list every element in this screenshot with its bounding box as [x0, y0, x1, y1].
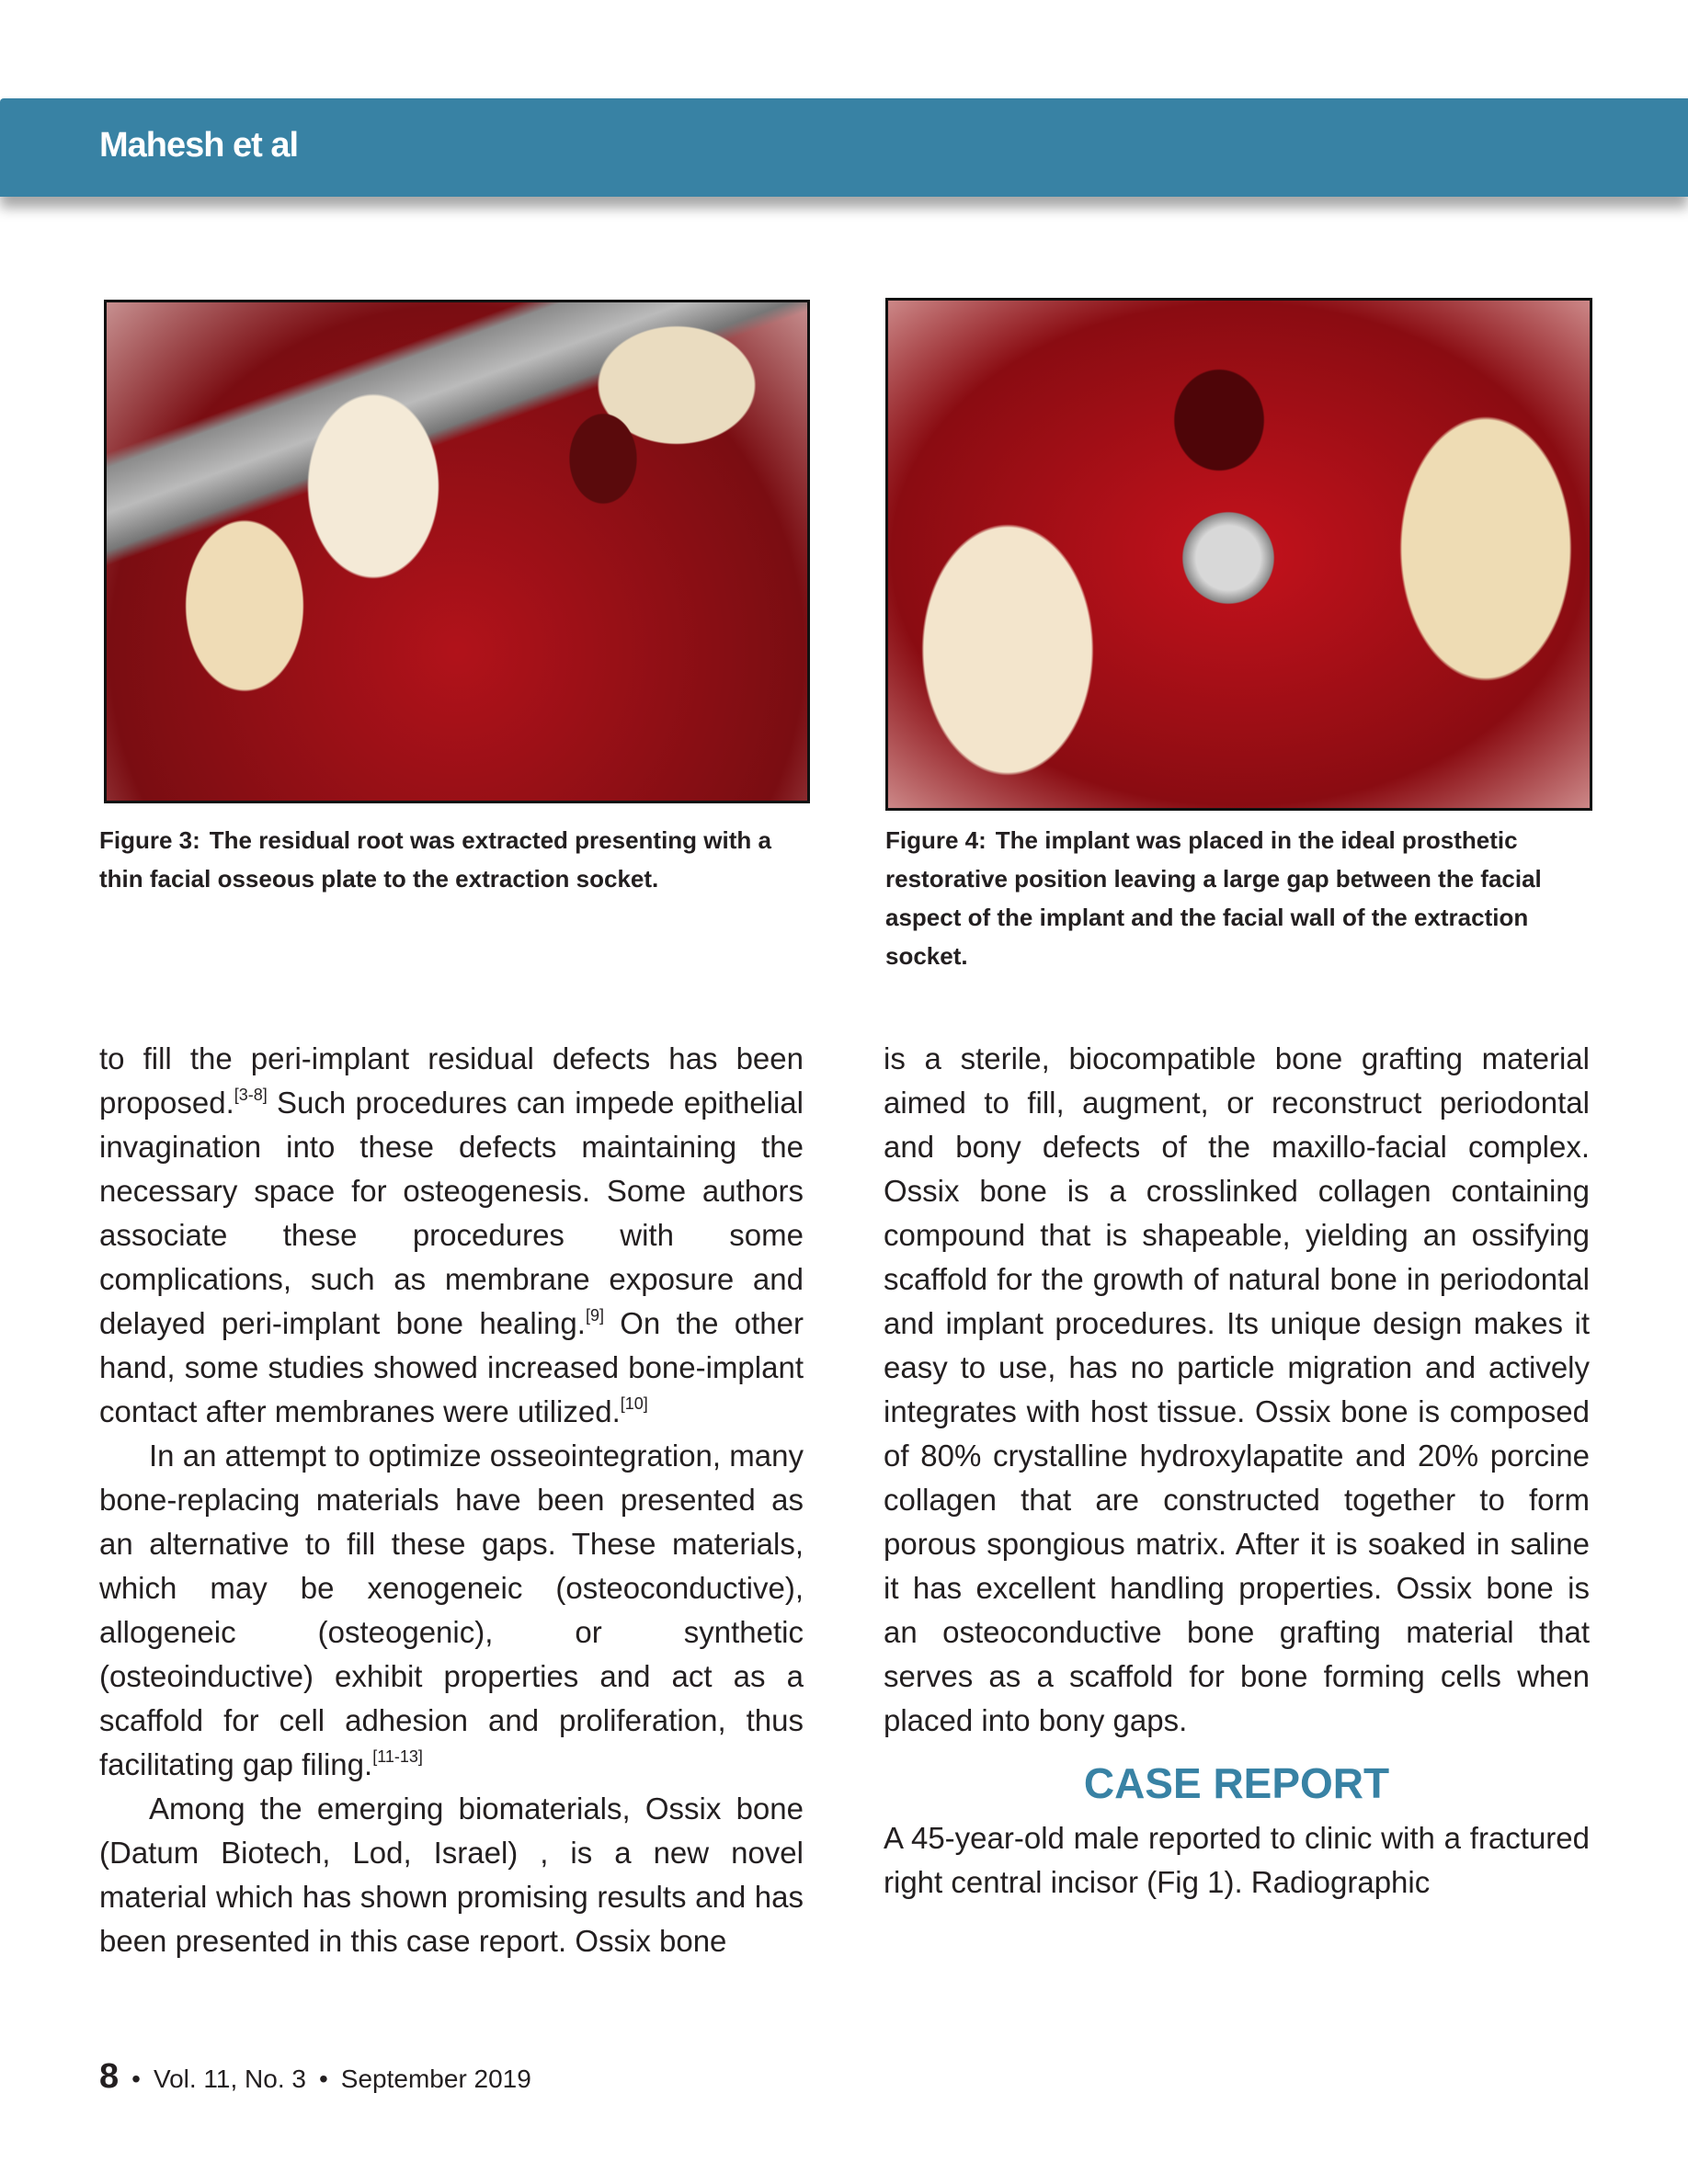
volume: Vol. 11, No. 3 [153, 2065, 306, 2093]
right-column [884, 1037, 1590, 1905]
issue-date: September 2019 [340, 2065, 531, 2093]
figure-3-photo [104, 300, 810, 803]
paragraph: Among the emerging biomaterials, Ossix bone (Datum Biotech, Lod, Israel) , is a new novel material which has shown promising results and has been presented in this case report. Ossix bone [99, 1792, 804, 1958]
citation: [11-13] [372, 1747, 423, 1766]
paragraph: is a sterile, biocompatible bone grafting material aimed to fill, augment, or reconstruct periodontal and bony defects of the maxillo-facial complex. Ossix bone is a crosslinked collagen containing compound that is shapeable, yielding an ossifying scaffold for the growth of natural bone in periodontal and implant procedures. Its unique design makes it easy to use, has no particle migration and actively integrates with host tissue. Ossix bone is composed of 80% crystalline hydroxylapatite and 20% porcine collagen that are constructed together to form porous spongious matrix. After it is soaked in saline it has excellent handling properties. Ossix bone is an osteoconductive bone grafting material that serves as a scaffold for bone forming cells when placed into bony gaps. [884, 1041, 1590, 1737]
text: to fill the peri-implant residual defects has been proposed. [99, 1041, 804, 1120]
caption-text: The residual root was extracted presenting with a thin facial osseous plate to the extraction socket. [99, 826, 771, 893]
figure-4-caption [885, 821, 1593, 975]
page-number: 8 [99, 2057, 120, 2096]
citation: [10] [620, 1394, 648, 1413]
text: On the other hand, some studies showed increased bone-implant contact after membranes were utilized. [99, 1306, 804, 1428]
bullet-separator: • [131, 2065, 141, 2093]
citation: [3-8] [234, 1086, 268, 1104]
paragraph [99, 1434, 804, 1787]
running-header [0, 98, 1688, 197]
left-column [99, 1037, 804, 1963]
text: In an attempt to optimize osseointegration, many bone-replacing materials have been presented as an alternative to fill these gaps. These materials, which may be xenogeneic (osteoconductive), allogeneic (osteogenic), or synthetic (osteoinductive) exhibit properties and act as a scaffold for cell adhesion and proliferation, thus facilitating gap filing. [99, 1439, 804, 1781]
running-title: Mahesh et al [99, 126, 299, 165]
caption-text: The implant was placed in the ideal prosthetic restorative position leaving a large gap between the facial aspect of the implant and the facial wall of the extraction socket. [885, 826, 1542, 970]
section-heading: CASE REPORT [1083, 1759, 1390, 1807]
figure-4-photo [885, 298, 1592, 811]
text: Such procedures can impede epithelial invagination into these defects maintaining the necessary space for osteogenesis. Some authors associate these procedures with some complications, such as membrane exposure and delayed peri-implant bone healing. [99, 1086, 804, 1340]
figure-3-caption [99, 821, 816, 898]
bullet-separator: • [318, 2065, 328, 2093]
page-footer [99, 2057, 531, 2097]
figure-label: Figure 4: [885, 826, 987, 854]
paragraph [99, 1037, 804, 1434]
figure-label: Figure 3: [99, 826, 200, 854]
paragraph: A 45-year-old male reported to clinic with a fractured right central incisor (Fig 1). Radiographic [884, 1821, 1590, 1899]
citation: [9] [585, 1306, 604, 1325]
